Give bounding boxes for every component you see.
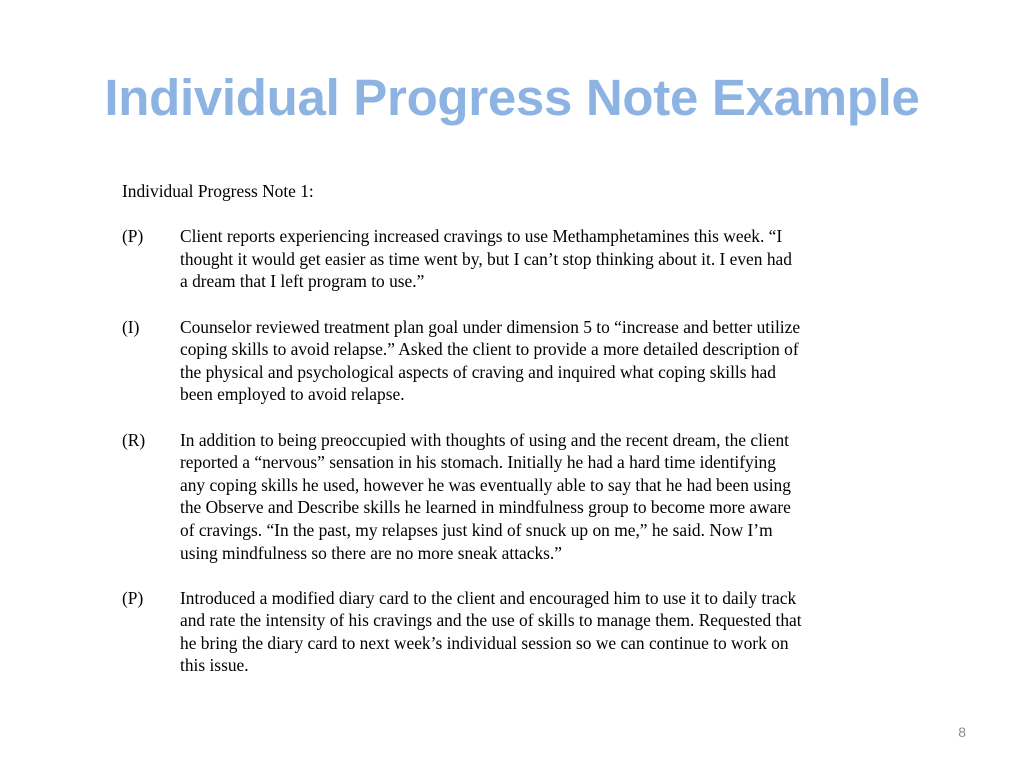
- entry-line: he bring the diary card to next week’s individual session so we can continue to work on: [180, 632, 789, 653]
- entry-line: the physical and psychological aspects of craving and inquired what coping skills had: [180, 361, 776, 382]
- entry-line: using mindfulness so there are no more sneak attacks.”: [180, 542, 562, 563]
- entry-line: Counselor reviewed treatment plan goal under dimension 5 to “increase and better utilize: [180, 316, 801, 337]
- entry-line: and rate the intensity of his cravings and the use of skills to manage them. Requested that: [180, 610, 802, 631]
- entry-line: reported a “nervous” sensation in his stomach. Initially he had a hard time identifying: [180, 452, 776, 473]
- entry-line: this issue.: [180, 655, 249, 676]
- entry-text: [180, 316, 912, 406]
- note-entry-p-problem: [122, 225, 912, 293]
- entry-line: been employed to avoid relapse.: [180, 384, 405, 405]
- entry-line: In addition to being preoccupied with thoughts of using and the recent dream, the client: [180, 429, 789, 450]
- entry-text: [180, 225, 912, 293]
- note-entry-r-response: [122, 429, 912, 565]
- note-entry-p-plan: [122, 587, 912, 677]
- entry-line: any coping skills he used, however he was eventually able to say that he had been using: [180, 474, 791, 495]
- note-entry-i-intervention: [122, 316, 912, 406]
- entry-line: a dream that I left program to use.”: [180, 271, 425, 292]
- slide-title: Individual Progress Note Example: [104, 69, 920, 126]
- entry-line: coping skills to avoid relapse.” Asked the client to provide a more detailed description of: [180, 339, 799, 360]
- entry-label: (R): [122, 429, 146, 450]
- entry-line: Introduced a modified diary card to the client and encouraged him to use it to daily track: [180, 587, 797, 608]
- entry-text: [180, 587, 912, 677]
- entry-line: thought it would get easier as time went by, but I can’t stop thinking about it. I even had: [180, 248, 792, 269]
- entry-label: (I): [122, 316, 140, 337]
- entry-label: (P): [122, 587, 144, 608]
- note-heading: Individual Progress Note 1:: [122, 181, 314, 201]
- entry-line: the Observe and Describe skills he learned in mindfulness group to become more aware: [180, 497, 791, 518]
- page-number: 8: [958, 724, 966, 740]
- progress-note: [122, 180, 912, 700]
- entry-line: of cravings. “In the past, my relapses just kind of snuck up on me,” he said. Now I’m: [180, 519, 773, 540]
- entry-label: (P): [122, 226, 144, 247]
- entry-line: Client reports experiencing increased cravings to use Methamphetamines this week. “I: [180, 226, 783, 247]
- entry-text: [180, 429, 912, 565]
